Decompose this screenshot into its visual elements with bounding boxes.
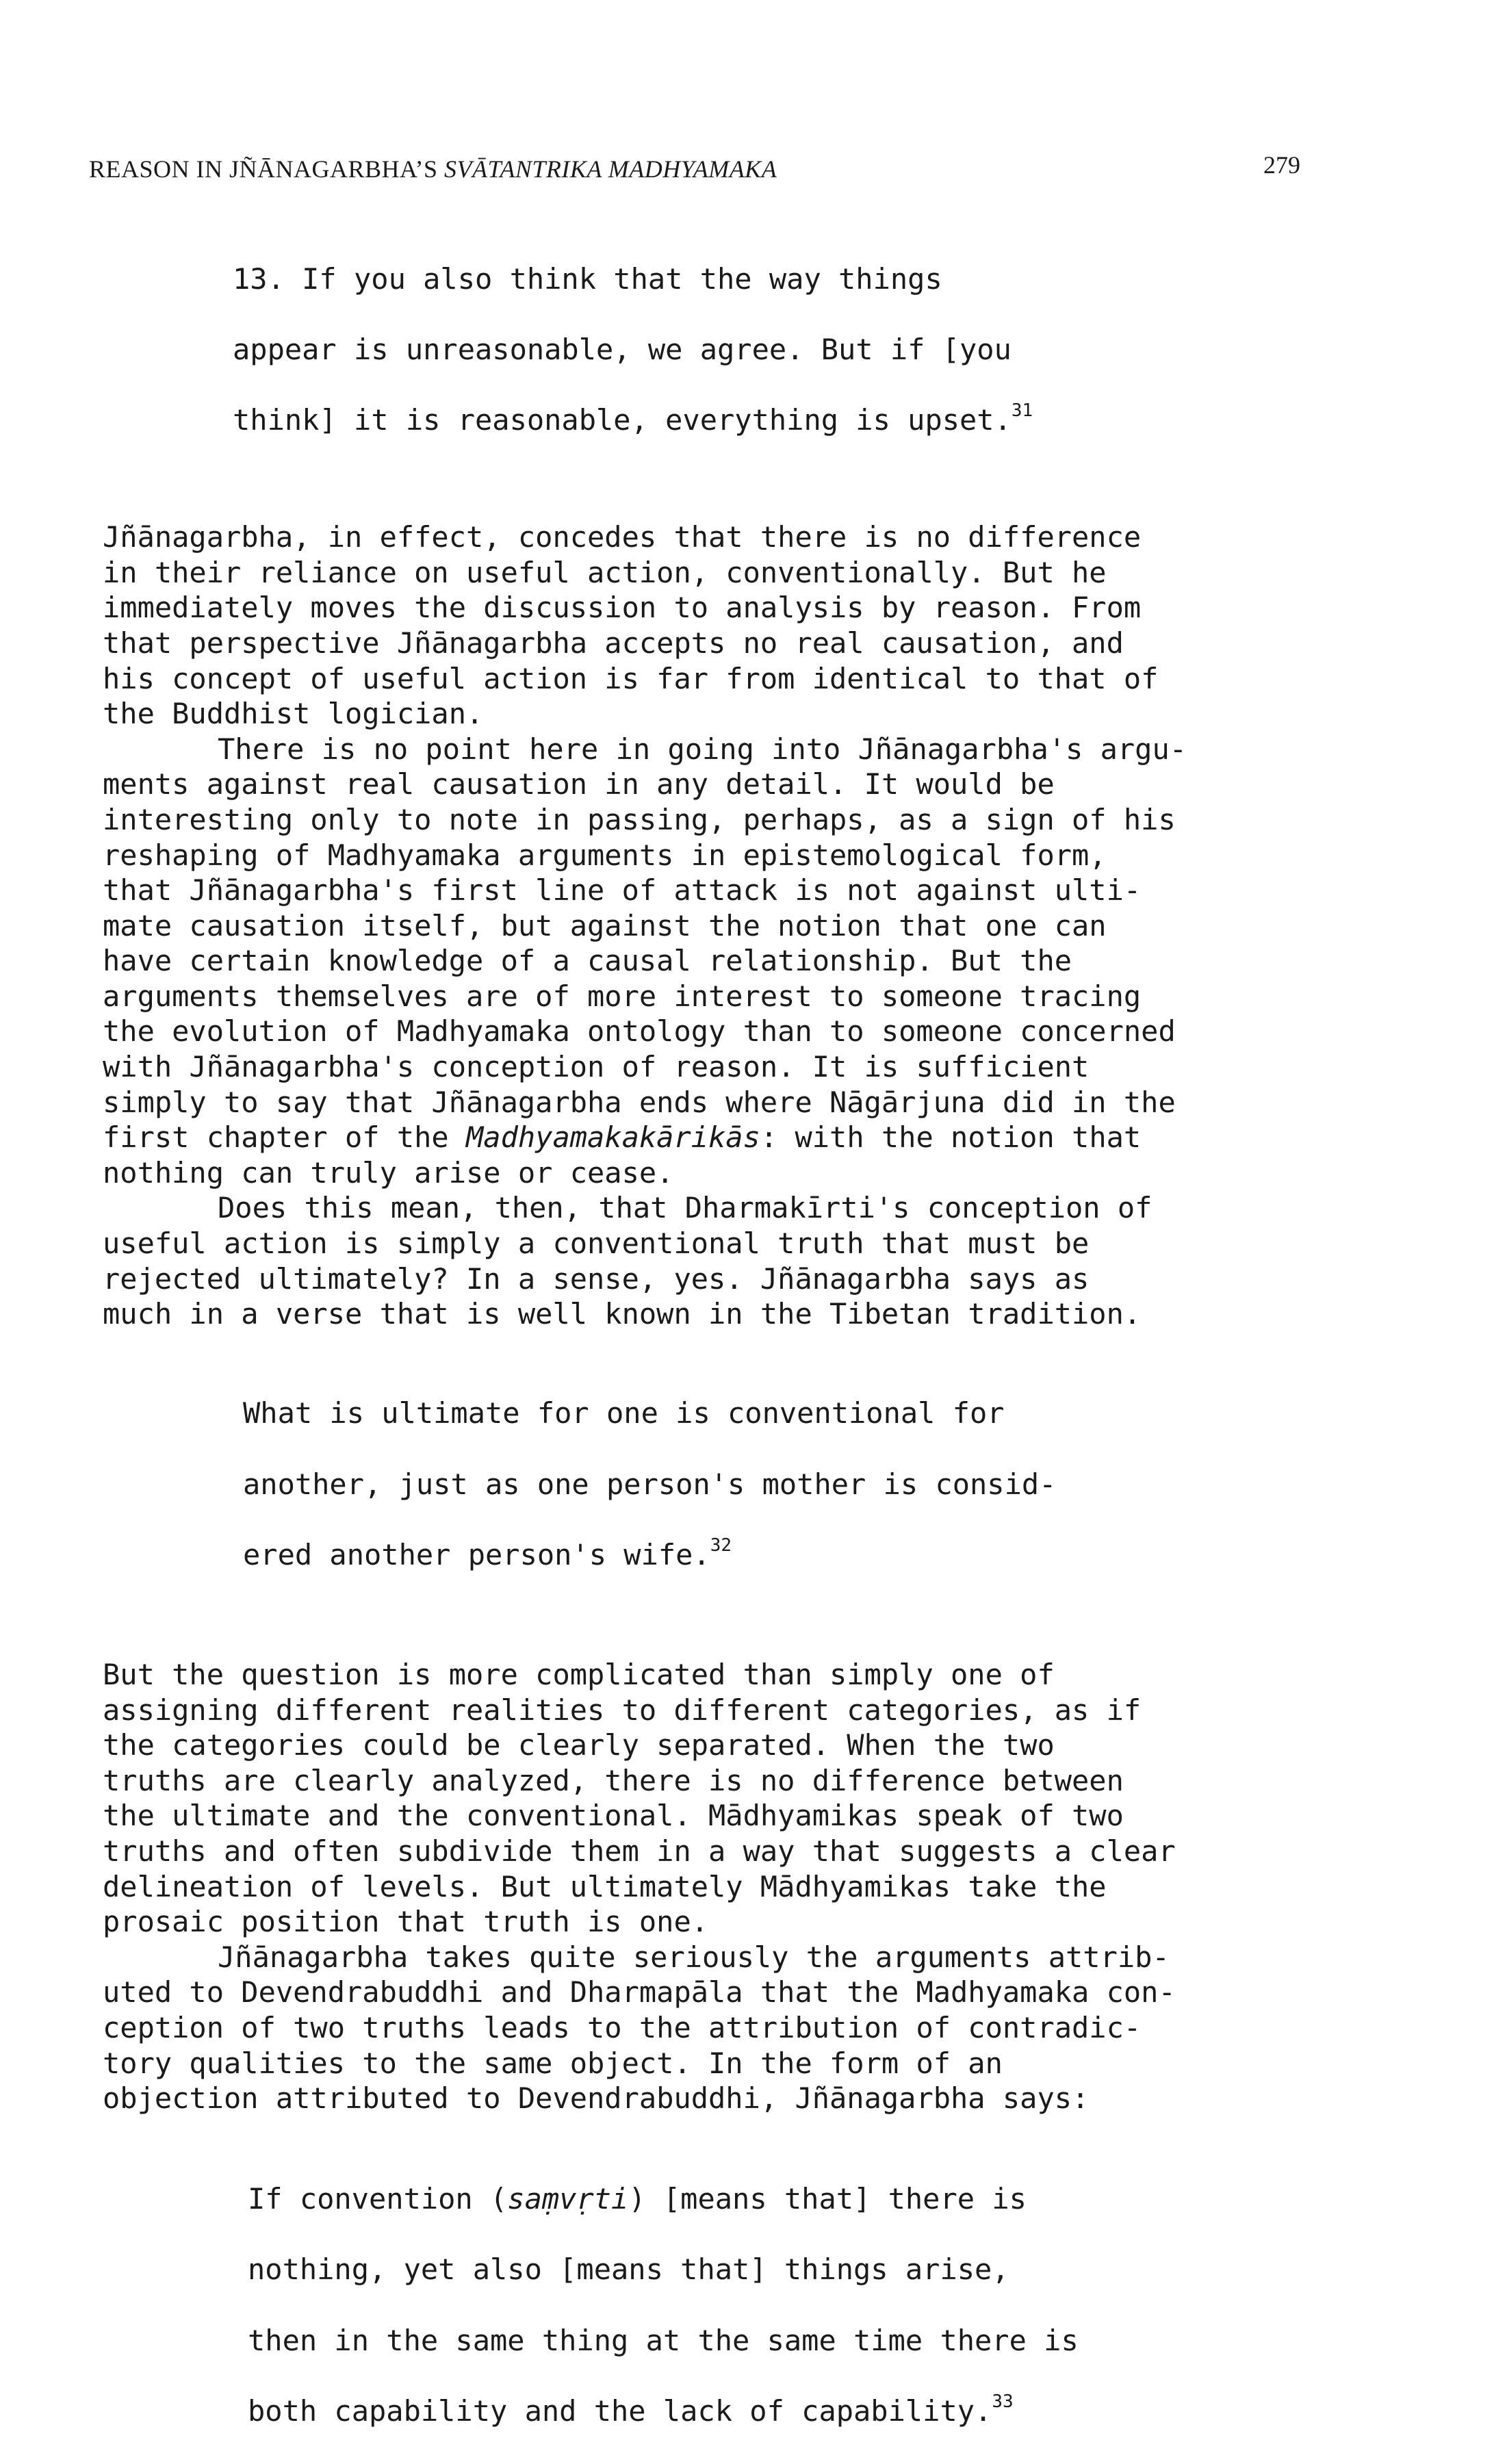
body-text	[103, 226, 1314, 2464]
text-line: prosaic position that truth is one.	[103, 1905, 709, 1939]
quote-line	[248, 2181, 1314, 2217]
text-line: simply to say that Jñānagarbha ends where Nāgārjuna did in the	[103, 1085, 1176, 1119]
verse-line-text: think] it is reasonable, everything is upset.	[233, 402, 1012, 437]
text-fragment: first chapter of the	[103, 1120, 467, 1155]
paragraph-2	[103, 732, 1314, 1191]
running-head	[89, 151, 1300, 192]
text-line: Jñānagarbha takes quite seriously the arguments attrib-	[218, 1940, 1170, 1974]
text-line: assigning different realities to different categories, as if	[103, 1693, 1142, 1727]
text-line: reshaping of Madhyamaka arguments in epistemological form,	[103, 838, 1107, 872]
text-line: that Jñānagarbha's first line of attack is not against ulti-	[103, 873, 1142, 908]
block-quote-33	[248, 2146, 1314, 2464]
text-line: arguments themselves are of more interest to someone tracing	[103, 979, 1142, 1013]
verse-line: 13. If you also think that the way things	[233, 261, 942, 296]
text-line: tory qualities to the same object. In the form of an	[103, 2046, 1003, 2080]
text-line: the evolution of Madhyamaka ontology than to someone concerned	[103, 1014, 1176, 1049]
text-line: the Buddhist logician.	[103, 697, 484, 731]
paragraph-4	[103, 1657, 1314, 1940]
verse-line: appear is unreasonable, we agree. But if [you	[233, 332, 1012, 366]
quote-line: What is ultimate for one is conventional for	[243, 1396, 1005, 1430]
verse-line	[233, 402, 1314, 438]
text-line: have certain knowledge of a causal relationship. But the	[103, 944, 1072, 978]
quote-line-text: ered another person's wife.	[243, 1537, 710, 1571]
text-line: the categories could be clearly separated. When the two	[103, 1728, 1055, 1762]
running-head-title-italic: SVĀTANTRIKA MADHYAMAKA	[444, 155, 777, 183]
text-line: ception of two truths leads to the attribution of contradic-	[103, 2010, 1142, 2044]
text-line: delineation of levels. But ultimately Mādhyamikas take the	[103, 1869, 1107, 1903]
text-line: But the question is more complicated than simply one of	[103, 1657, 1055, 1691]
paragraph-3	[103, 1190, 1314, 1331]
running-head-title-prefix: REASON IN JÑĀNAGARBHA’S	[89, 155, 445, 183]
quote-line-text: ) [means that] there is	[628, 2182, 1027, 2216]
text-line: nothing can truly arise or cease.	[103, 1155, 674, 1190]
text-line: ments against real causation in any detail. It would be	[103, 767, 1055, 801]
footnote-marker: 32	[710, 1535, 732, 1556]
text-line: immediately moves the discussion to analysis by reason. From	[103, 591, 1142, 625]
text-line: that perspective Jñānagarbha accepts no real causation, and	[103, 626, 1124, 660]
text-fragment: : with the notion that	[760, 1120, 1142, 1155]
footnote-marker: 33	[992, 2391, 1014, 2412]
text-line	[103, 1120, 1314, 1155]
text-line: much in a verse that is well known in the Tibetan tradition.	[103, 1297, 1142, 1331]
quote-line	[243, 1537, 1314, 1573]
text-line: his concept of useful action is far from identical to that of	[103, 661, 1159, 695]
text-line: Jñānagarbha, in effect, concedes that there is no difference	[103, 520, 1142, 554]
quote-line: nothing, yet also [means that] things arise,	[248, 2253, 1009, 2287]
text-line: mate causation itself, but against the notion that one can	[103, 908, 1107, 942]
quote-line: then in the same thing at the same time there is	[248, 2323, 1079, 2357]
quote-line-text: both capability and the lack of capability.	[248, 2394, 992, 2428]
text-line: interesting only to note in passing, perhaps, as a sign of his	[103, 802, 1176, 836]
text-line: truths and often subdivide them in a way that suggests a clear	[103, 1834, 1176, 1868]
book-title-madhyamakakarikas: Madhyamakakārikās	[466, 1120, 760, 1155]
text-line: with Jñānagarbha's conception of reason. It is sufficient	[103, 1050, 1090, 1084]
footnote-marker: 31	[1011, 400, 1033, 421]
running-head-title	[89, 155, 777, 183]
block-quote-32	[243, 1361, 1314, 1608]
text-line: useful action is simply a conventional truth that must be	[103, 1227, 1090, 1261]
text-line: objection attributed to Devendrabuddhi, Jñānagarbha says:	[103, 2081, 1090, 2116]
text-line: truths are clearly analyzed, there is no difference between	[103, 1763, 1124, 1797]
quote-line: another, just as one person's mother is consid-	[243, 1467, 1057, 1501]
text-line: in their reliance on useful action, conventionally. But he	[103, 555, 1107, 589]
text-line: Does this mean, then, that Dharmakīrti's conception of	[218, 1191, 1152, 1225]
text-line: rejected ultimately? In a sense, yes. Jñānagarbha says as	[103, 1261, 1090, 1296]
quote-line-text: If convention (	[248, 2182, 508, 2216]
paragraph-5	[103, 1940, 1314, 2116]
text-line: uted to Devendrabuddhi and Dharmapāla that the Madhyamaka con-	[103, 1975, 1176, 2010]
text-line: the ultimate and the conventional. Mādhyamikas speak of two	[103, 1799, 1124, 1833]
verse-13	[233, 226, 1314, 473]
paragraph-1	[103, 519, 1314, 732]
quote-line	[248, 2391, 1314, 2429]
page-number: 279	[1263, 151, 1300, 179]
text-line: There is no point here in going into Jñānagarbha's argu-	[218, 732, 1187, 766]
term-samvrti: saṃvṛti	[507, 2182, 629, 2216]
